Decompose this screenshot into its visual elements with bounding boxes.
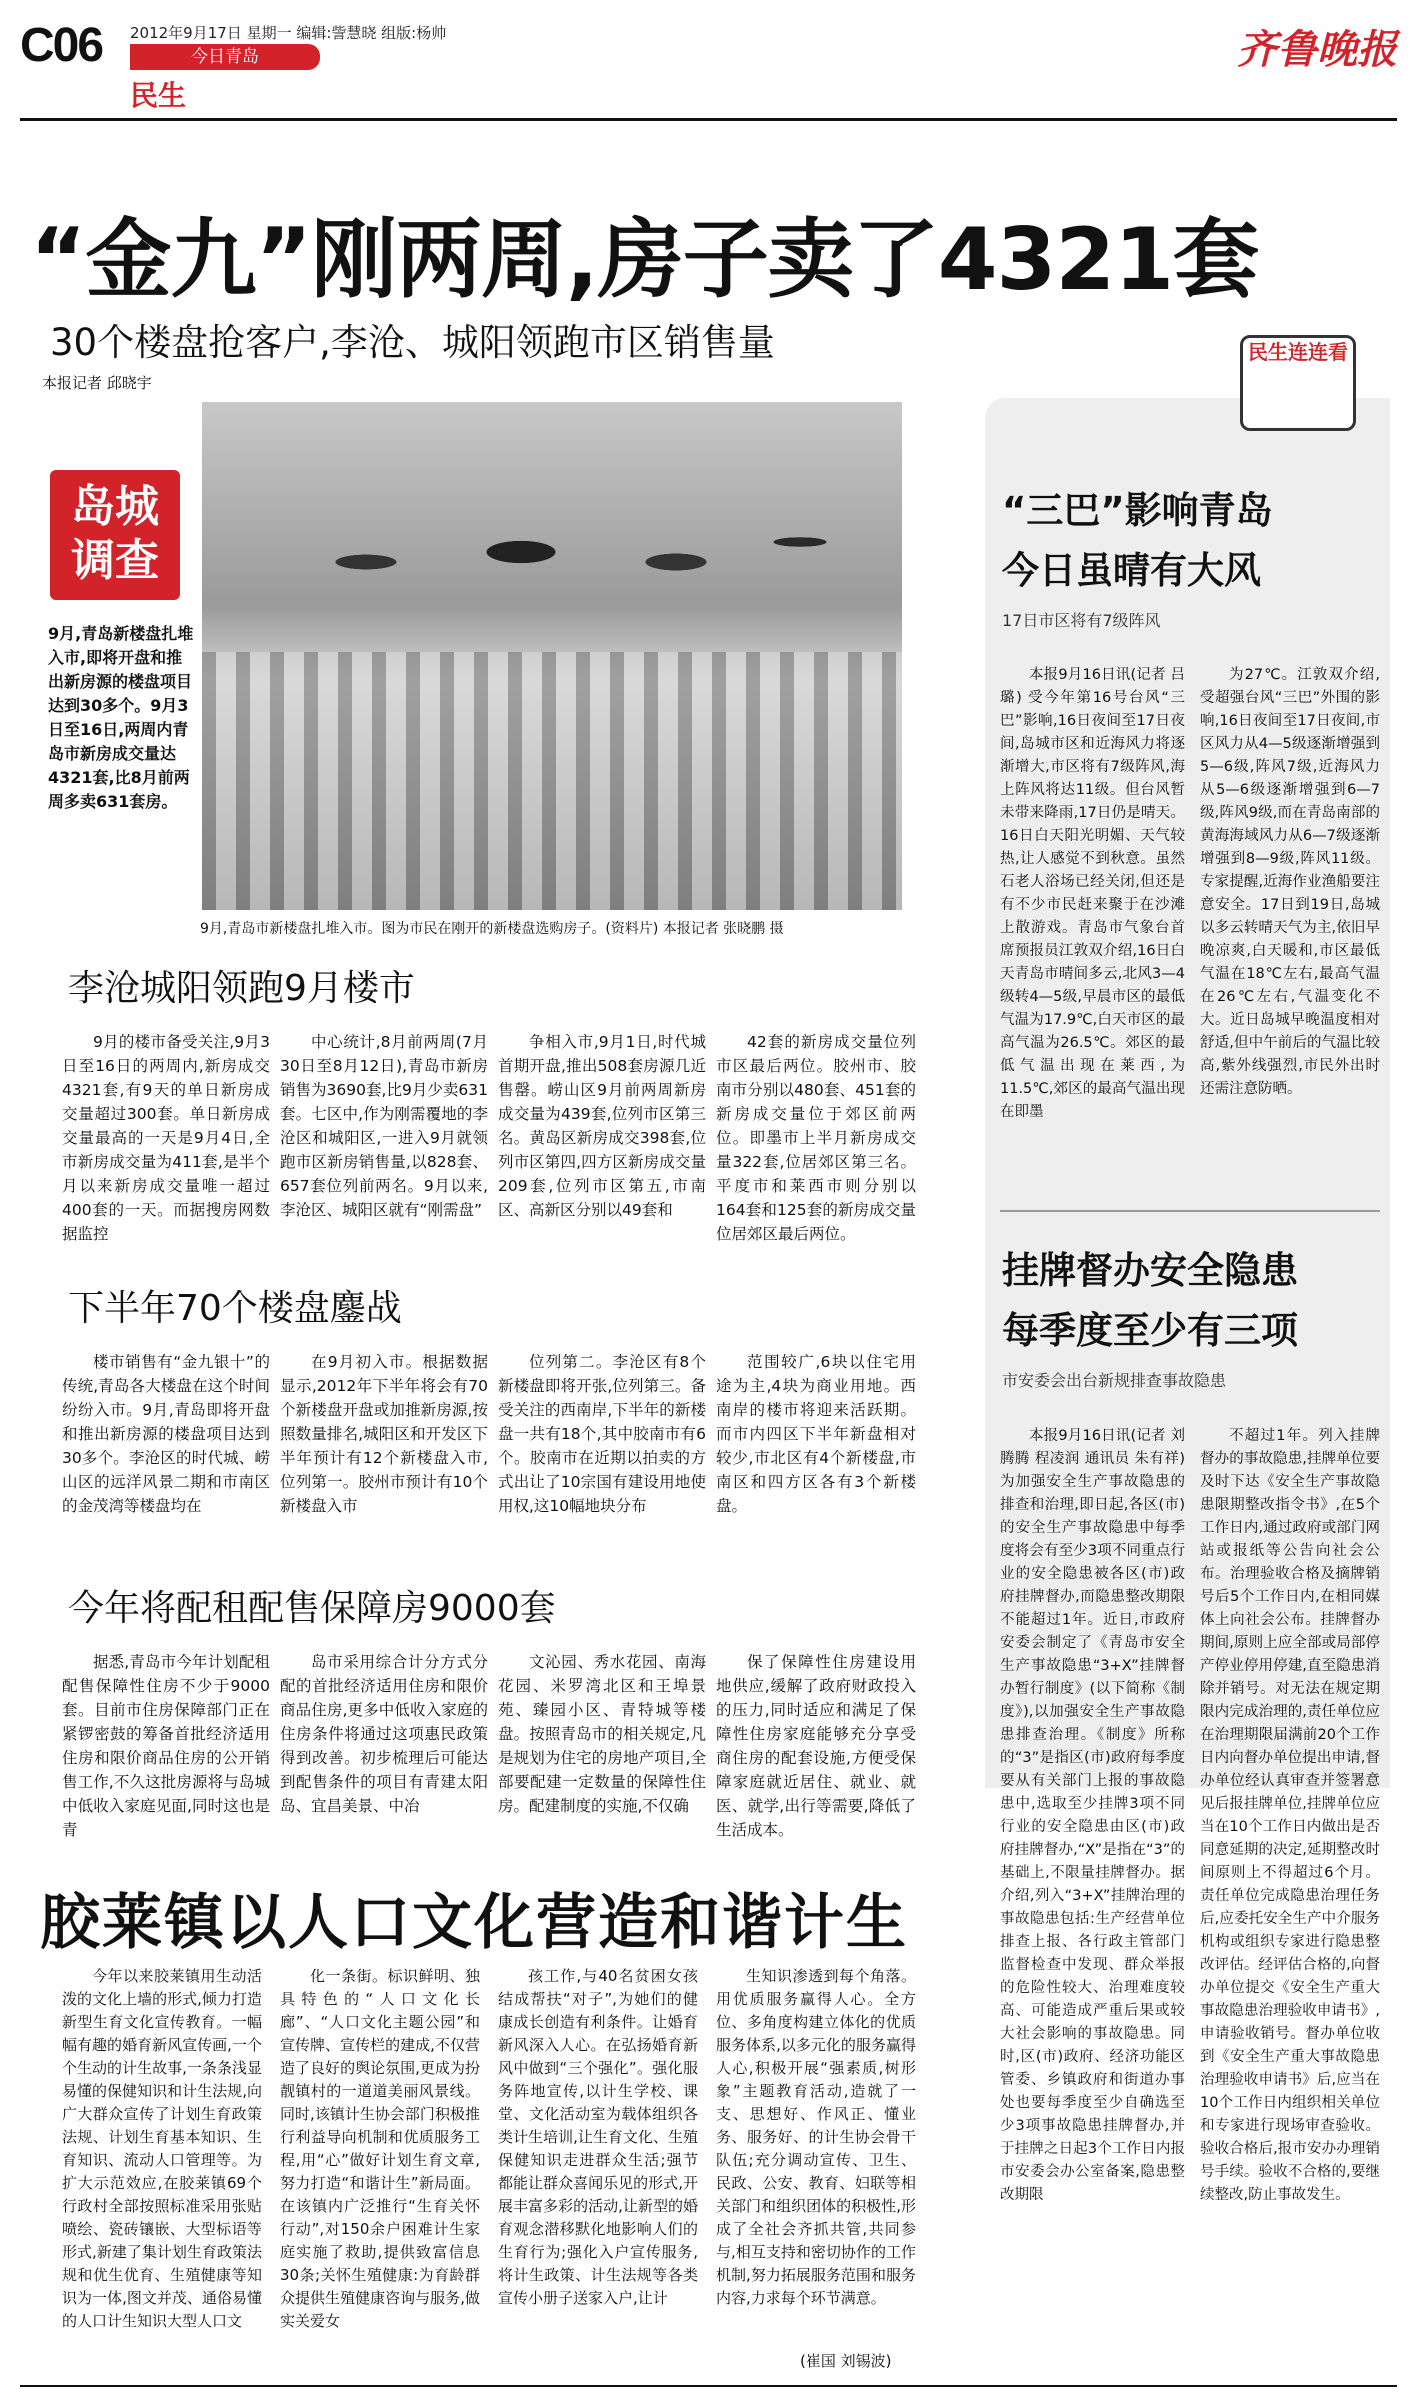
section1-col4: 42套的新房成交量位列市区最后两位。胶州市、胶南市分别以480套、451套的新房成交量位于郊区前两位。即墨市上半月新房成交量322套,位居郊区第三名。平度市和莱西市则分别以164套和125套的新房成交量位居郊区最后两位。 bbox=[716, 1033, 916, 1243]
section2-title: 下半年70个楼盘鏖战 bbox=[68, 1288, 402, 1329]
photo-building-model bbox=[202, 652, 902, 910]
story1-title-line2: 今日虽晴有大风 bbox=[1002, 549, 1261, 592]
story2-title-line2: 每季度至少有三项 bbox=[1002, 1309, 1298, 1352]
section2-col1: 楼市销售有“金九银十”的传统,青岛各大楼盘在这个时间纷纷入市。9月,青岛即将开盘和推出新房源的楼盘项目达到30多个。李沧区的时代城、崂山区的远洋风景二期和市南区的金茂湾等楼盘均在 bbox=[62, 1353, 270, 1515]
bottom-byline: (崔国 刘锡波) bbox=[800, 2352, 892, 2370]
photo-crowd bbox=[242, 442, 862, 642]
story1-col1: 本报9月16日讯(记者 吕璐) 受今年第16号台风“三巴”影响,16日夜间至17日夜间,岛城市区和近海风力将逐渐增大,市区将有7级阵风,海上阵风将达11级。但台风暂未带来降雨,17日仍是晴天。16日白天阳光明媚、天气较热,让人感觉不到秋意。虽然石老人浴场已经关闭,但还是有不少市民赶来聚于在沙滩上散游戏。青岛市气象台首席预报员江敦双介绍,16日白天青岛市晴间多云,北风3—4级转4—5级,早晨市区的最低气温为17.9℃,白天市区的最高气温为26.5℃。郊区的最低气温出现在莱西,为11.5℃,郊区的最高气温出现在即墨 bbox=[1000, 667, 1185, 1120]
section1-col2: 中心统计,8月前两周(7月30日至8月12日),青岛市新房销售为3690套,比9月少卖631套。七区中,作为刚需覆地的李沧区和城阳区,一进入9月就领跑市区新房销售量,以828套、657套位列前两名。9月以来,李沧区、城阳区就有“刚需盘” bbox=[280, 1033, 488, 1219]
page-number: C06 bbox=[20, 19, 103, 72]
newspaper-logo: 齐鲁晚报 bbox=[1237, 26, 1397, 73]
bottom-col3: 孩工作,与40名贫困女孩结成帮扶“对子”,为她们的健康成长创造有利条件。让婚育新风深入人心。在弘扬婚育新风中做到“三个强化”。强化服务阵地宣传,以计生学校、课堂、文化活动室为载体组织各类计生培训,让生育文化、生殖保健知识走进群众生活;强节都能让群众喜闻乐见的形式,开展丰富多彩的活动,让新型的婚育观念潜移默化地影响人们的生育行为;强化入户宣传服务,将计生政策、计生法规等各类宣传小册子送家入户,让计 bbox=[498, 1967, 698, 2307]
section3-col2: 岛市采用综合计分方式分配的首批经济适用住房和限价商品住房,更多中低收入家庭的住房条件将通过这项惠民政策得到改善。初步梳理后可能达到配售条件的项目有青建太阳岛、宜昌美景、中冶 bbox=[280, 1653, 488, 1815]
main-headline: “金九”刚两周,房子卖了4321套 bbox=[30, 210, 1259, 310]
bottom-col1: 今年以来胶莱镇用生动活泼的文化上墙的形式,倾力打造新型生育文化宣传教育。一幅幅有趣的婚育新风宣传画,一个个生动的计生故事,一条条浅显易懂的保健知识和计生法规,向广大群众宣传了计划生育政策法规、计划生育基本知识、生育知识、流动人口管理等。为扩大示范效应,在胶莱镇69个行政村全部按照标准采用张贴喷绘、瓷砖镶嵌、大型标语等形式,新建了集计划生育政策法规和优生优育、生殖健康等知识为一体,图文并茂、通俗易懂的人口计生知识大型人口文 bbox=[62, 1967, 262, 2330]
header-rule bbox=[20, 118, 1397, 121]
story2-subtitle: 市安委会出台新规排查事故隐患 bbox=[1002, 1371, 1227, 1390]
lead-paragraph: 9月,青岛新楼盘扎堆入市,即将开盘和推出新房源的楼盘项目达到30多个。9月3日至16日,两周内青岛市新房成交量达4321套,比8月前两周多卖631套房。 bbox=[48, 624, 194, 811]
section1-title: 李沧城阳领跑9月楼市 bbox=[68, 968, 415, 1009]
minsheng-lianliankan-logo: 民生连连看 bbox=[1240, 335, 1356, 431]
photo-caption: 9月,青岛市新楼盘扎堆入市。图为市民在刚开的新楼盘选购房子。(资料片) 本报记者 张晓鹏 摄 bbox=[200, 921, 784, 937]
section3-col1: 据悉,青岛市今年计划配租配售保障性住房不少于9000套。目前市住房保障部门正在紧锣密鼓的筹备首批经济适用住房和限价商品住房的公开销售工作,不久这批房源将与岛城中低收入家庭见面,同时这也是青 bbox=[62, 1653, 270, 1839]
bottom-col2: 化一条街。标识鲜明、独具特色的“人口文化长廊”、“人口文化主题公园”和宣传牌、宣传栏的建成,不仅营造了良好的舆论氛围,更成为扮靓镇村的一道道美丽风景线。同时,该镇计生协会部门积极推行利益导向机制和优质服务工程,用“心”做好计划生育文章,努力打造“和谐计生”新局面。在该镇内广泛推行“生育关怀行动”,对150余户困难计生家庭实施了救助,提供致富信息30条;关怀生殖健康:为育龄群众提供生殖健康咨询与服务,做实关爱女 bbox=[280, 1967, 480, 2330]
section1-col1: 9月的楼市备受关注,9月3日至16日的两周内,新房成交4321套,有9天的单日新房成交量超过300套。单日新房成交量最高的一天是9月4日,全市新房成交量为411套,是半个月以来新房成交量唯一超过400套的一天。而据搜房网数据监控 bbox=[62, 1033, 270, 1243]
story1-title-line1: “三巴”影响青岛 bbox=[1002, 489, 1273, 532]
bottom-col4: 生知识渗透到每个角落。用优质服务赢得人心。全方位、多角度构建立体化的优质服务体系,以多元化的服务赢得人心,积极开展“强素质,树形象”主题教育活动,造就了一支、思想好、作风正、懂业务、服务好、的计生协会骨干队伍;充分调动宣传、卫生、民政、公安、教育、妇联等相关部门和组织团体的积极性,形成了全社会齐抓共管,共同参与,相互支持和密切协作的工作机制,努力拓展服务范围和服务内容,力求每个环节满意。 bbox=[716, 1967, 916, 2307]
island-survey-badge: 岛城调查 bbox=[50, 470, 180, 600]
section2-col4: 范围较广,6块以住宅用途为主,4块为商业用地。西南岸的楼市将迎来活跃期。而市内四区下半年新盘相对较少,市北区有4个新楼盘,市南区和四方区各有3个新楼盘。 bbox=[716, 1353, 916, 1515]
section3-col3: 文沁园、秀水花园、南海花园、米罗湾北区和王埠景苑、臻园小区、青特城等楼盘。按照青岛市的相关规定,凡是规划为住宅的房地产项目,全部要配建一定数量的保障性住房。配建制度的实施,不仅确 bbox=[498, 1653, 706, 1815]
sidebar-divider bbox=[1000, 1210, 1380, 1212]
footer-rule bbox=[20, 2385, 1397, 2387]
bottom-headline: 胶莱镇以人口文化营造和谐计生 bbox=[40, 1888, 908, 1958]
story2-title-line1: 挂牌督办安全隐患 bbox=[1002, 1249, 1298, 1292]
section2-col2: 在9月初入市。根据数据显示,2012年下半年将会有70个新楼盘开盘或加推新房源,按照数量排名,城阳区和开发区下半年预计有12个新楼盘入市,位列第一。胶州市预计有10个新楼盘入市 bbox=[280, 1353, 488, 1515]
story2-col1: 本报9月16日讯(记者 刘腾腾 程凌润 通讯员 朱有祥) 为加强安全生产事故隐患的排查和治理,即日起,各区(市)的安全生产事故隐患中每季度将会有至少3项不同重点行业的安全隐患被各区(市)政府挂牌督办,而隐患整改期限不能超过1年。近日,市政府安委会制定了《青岛市安全生产事故隐患“3+X”挂牌督办暂行制度》(以下简称《制度》),以加强安全生产事故隐患排查治理。《制度》所称的“3”是指区(市)政府每季度要从有关部门上报的事故隐患中,选取至少挂牌3项不同行业的安全隐患由区(市)政府挂牌督办,“X”是指在“3”的基础上,不限量挂牌督办。据介绍,列入“3+X”挂牌治理的事故隐患包括:生产经营单位排查上报、各行政主管部门监督检查中发现、群众举报的危险性较大、治理难度较高、可能造成严重后果或较大社会影响的事故隐患。同时,区(市)政府、经济功能区管委、乡镇政府和街道办事处也要每季度至少自确选至少3项事故隐患挂牌督办,并于挂牌之日起3个工作日内报市安委会办公室备案,隐患整改期限 bbox=[1000, 1428, 1185, 2203]
section1-col3: 争相入市,9月1日,时代城首期开盘,推出508套房源几近售罄。崂山区9月前两周新房成交量为439套,位列市区第三名。黄岛区新房成交398套,位列市区第四,四方区新房成交量209套,位列市区第五,市南区、高新区分别以49套和 bbox=[498, 1033, 706, 1219]
section3-title: 今年将配租配售保障房9000套 bbox=[68, 1588, 556, 1629]
story1-col2: 为27℃。江敦双介绍,受超强台风“三巴”外围的影响,16日夜间至17日夜间,市区风力从4—5级逐渐增强到5—6级,阵风7级,近海风力从5—6级逐渐增强到6—7级,阵风9级,而在青岛南部的黄海海域风力从6—7级逐渐增强到8—9级,阵风11级。专家提醒,近海作业渔船要注意安全。17日到19日,岛城以多云转晴天气为主,依旧早晚凉爽,白天暖和,市区最低气温在18℃左右,最高气温在26℃左右,气温变化不大。近日岛城早晚温度相对舒适,但中午前后的气温比较高,紫外线强烈,市民外出时还需注意防晒。 bbox=[1200, 667, 1380, 1097]
main-byline: 本报记者 邱晓宇 bbox=[42, 374, 152, 392]
section3-col4: 保了保障性住房建设用地供应,缓解了政府财政投入的压力,同时适应和满足了保障性住房家庭能够充分享受商住房的配套设施,方便受保障家庭就近居住、就业、就医、就学,出行等需要,降低了生活成本。 bbox=[716, 1653, 916, 1839]
story2-col2: 不超过1年。列入挂牌督办的事故隐患,挂牌单位要及时下达《安全生产事故隐患限期整改指令书》,在5个工作日内,通过政府或部门网站或报纸等公告向社会公布。治理验收合格及摘牌销号后5个工作日内,在相同媒体上向社会公布。挂牌督办期间,原则上应全部或局部停产停业停用停建,直至隐患消除并销号。对无法在规定期限内完成治理的,责任单位应在治理期限届满前20个工作日内向督办单位提出申请,督办单位经认真审查并签署意见后报挂牌单位,挂牌单位应当在10个工作日内做出是否同意延期的决定,延期整改时间原则上不得超过6个月。责任单位完成隐患治理任务后,应委托安全生产中介服务机构或组织专家进行隐患整改评估。经评估合格的,向督办单位提交《安全生产重大事故隐患治理验收申请书》,申请验收销号。督办单位收到《安全生产重大事故隐患治理验收申请书》后,应当在10个工作日内组织相关单位和专家进行现场审查验收。验收合格后,报市安办办理销号手续。验收不合格的,要继续整改,防止事故发生。 bbox=[1200, 1428, 1380, 2203]
section2-col3: 位列第二。李沧区有8个新楼盘即将开张,位列第三。备受关注的西南岸,下半年的新楼盘一共有18个,其中胶南市有6个。胶南市在近期以拍卖的方式出让了10宗国有建设用地使用权,这10幅地块分布 bbox=[498, 1353, 706, 1515]
story1-subtitle: 17日市区将有7级阵风 bbox=[1002, 611, 1161, 630]
main-subhead: 30个楼盘抢客户,李沧、城阳领跑市区销售量 bbox=[50, 321, 775, 364]
news-photo bbox=[202, 402, 902, 910]
issue-meta: 2012年9月17日 星期一 编辑:訾慧晓 组版:杨帅 bbox=[130, 24, 447, 42]
section-tag: 今日青岛 bbox=[130, 44, 320, 70]
section-name: 民生 bbox=[130, 79, 187, 112]
